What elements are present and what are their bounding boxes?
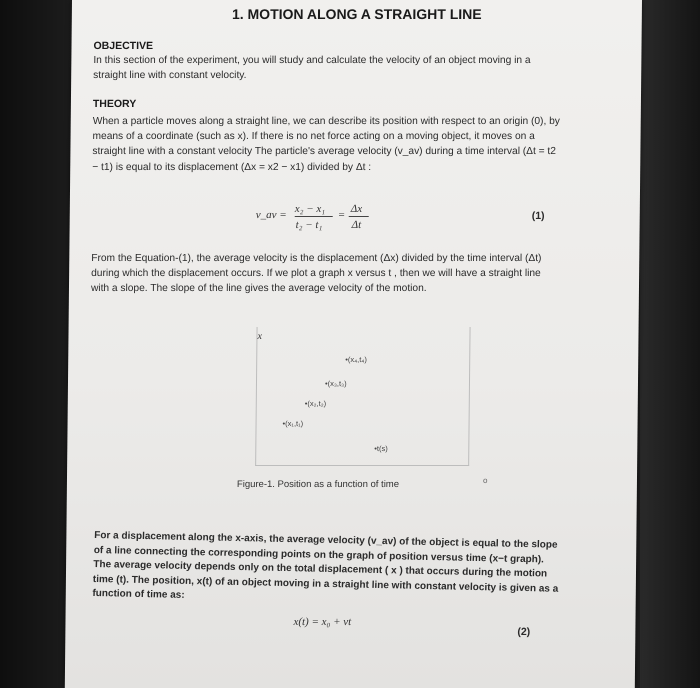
equation-1-lhs: v_av =	[255, 209, 287, 221]
equation-1-fraction1-denominator: t₂ − t₁	[295, 219, 323, 231]
theory-heading: THEORY	[92, 98, 137, 110]
equation-2-number: (2)	[517, 626, 531, 638]
equation-1-equals: =	[337, 209, 346, 221]
final-paragraph: For a displacement along the x-axis, the average velocity (v_av) of the object is equal to the slope of a line connecting the corresponding points on the graph of position versus time (x−t graph). The average velocity depends only on the total displacement ( x ) that occurs during the motion time (t). The position, x(t) of an object moving in a straight line with constant velocity is given as a function of time as:	[92, 529, 559, 602]
objective-text: In this section of the experiment, you will study and calculate the velocity of an object moving in a straight line with constant velocity.	[93, 55, 531, 82]
equation-1-fraction1-numerator: x₂ − x₁	[294, 203, 326, 215]
graph-point-1: •(x₁,t₁)	[282, 419, 304, 428]
equation-1-number: (1)	[531, 210, 545, 222]
background-left	[0, 0, 70, 688]
objective-heading: OBJECTIVE	[93, 40, 154, 52]
position-time-graph	[255, 327, 470, 466]
equation-2: x(t) = x₀ + vt	[293, 616, 352, 628]
figure-caption: Figure-1. Position as a function of time	[236, 479, 400, 490]
fraction-bar-2	[349, 216, 369, 217]
graph-point-3: •(x₃,t₃)	[324, 379, 347, 388]
graph-point-4: •(x₄,t₄)	[345, 355, 367, 364]
graph-x-axis-label: •t(s)	[374, 444, 388, 453]
equation-1-fraction2-denominator: Δt	[351, 219, 362, 231]
fraction-bar-1	[295, 216, 333, 217]
graph-point-2: •(x₂,t₂)	[304, 399, 327, 408]
theory-text: When a particle moves along a straight line, we can describe its position with respect to an origin (0), by means of a coordinate (such as x). If there is no net force acting on a moving object, it moves on a straight line with a constant velocity The particle's average velocity (v_av) during a time interval (Δt = t2 − t1) is equal to its displacement (Δx = x2 − x1) divided by Δt :	[92, 116, 560, 173]
equation-1-fraction2-numerator: Δx	[350, 203, 363, 215]
stray-dot: o	[482, 476, 488, 485]
document-page	[65, 0, 642, 688]
background-right	[640, 0, 700, 688]
explanation-text: From the Equation-(1), the average velocity is the displacement (Δx) divided by the time interval (Δt) during which the displacement occurs. If we plot a graph x versus t , then we will have a straight line with a slope. The slope of the line gives the average velocity of the motion.	[90, 253, 542, 295]
page-title: 1. MOTION ALONG A STRAIGHT LINE	[231, 6, 482, 22]
graph-y-axis-label: x	[257, 331, 262, 342]
